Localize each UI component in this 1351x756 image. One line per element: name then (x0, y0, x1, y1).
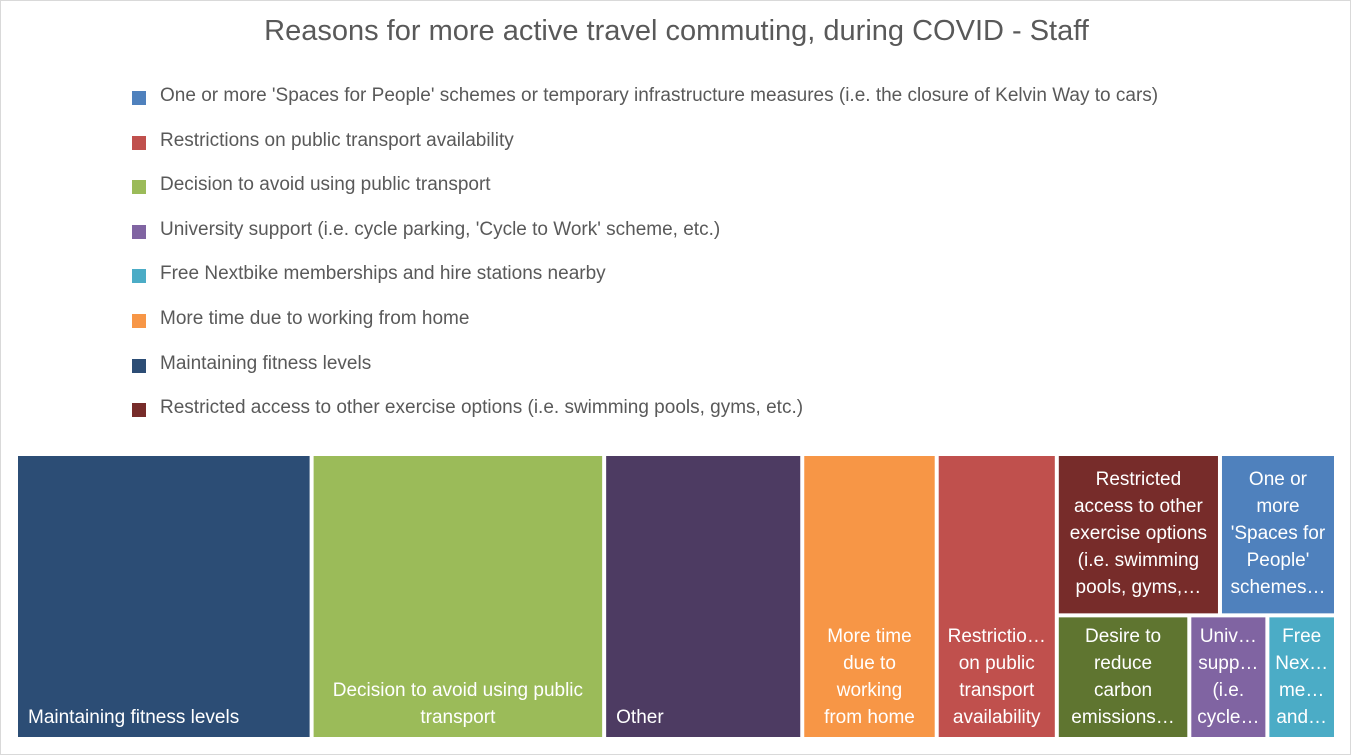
legend-label: More time due to working from home (160, 307, 470, 329)
legend-label: Maintaining fitness levels (160, 352, 372, 374)
legend-label: University support (i.e. cycle parking, 'Cycle to Work' scheme, etc.) (160, 218, 721, 240)
tile-label-university-support: Univ… supp… (i.e. cycle… (1197, 626, 1260, 728)
tile-label-working-from-home: More time due to working from home (824, 626, 915, 728)
legend-label: One or more 'Spaces for People' schemes or temporary infrastructure measures (i.e. the closure of Kelvin Way to cars) (160, 85, 1159, 106)
tile-label-spaces-for-people: One or more 'Spaces for People' schemes… (1230, 469, 1326, 598)
tile-label-maintaining-fitness: Maintaining fitness levels (28, 707, 240, 728)
tile-label-free-nextbike: Free Nex… me… and… (1275, 626, 1329, 728)
chart-title: Reasons for more active travel commuting, during COVID - Staff (264, 15, 1089, 47)
legend-label: Restricted access to other exercise options (i.e. swimming pools, gyms, etc.) (160, 397, 804, 419)
legend-label: Free Nextbike memberships and hire stations nearby (160, 263, 606, 285)
treemap-tile-maintaining-fitness (18, 456, 310, 737)
legend-label: Decision to avoid using public transport (160, 174, 491, 196)
tile-label-avoid-public-transport: Decision to avoid using public transport (332, 680, 584, 728)
tile-label-reduce-carbon: Desire to reduce carbon emissions… (1071, 626, 1175, 728)
legend-label: Restrictions on public transport availability (160, 129, 514, 151)
tile-label-other: Other (616, 707, 664, 728)
tile-label-public-transport-restrictions: Restrictio… on public transport availability (947, 626, 1046, 728)
tile-label-restricted-exercise: Restricted access to other exercise options (i.e. swimming pools, gyms,… (1069, 469, 1208, 598)
treemap-tile-other (606, 456, 800, 737)
